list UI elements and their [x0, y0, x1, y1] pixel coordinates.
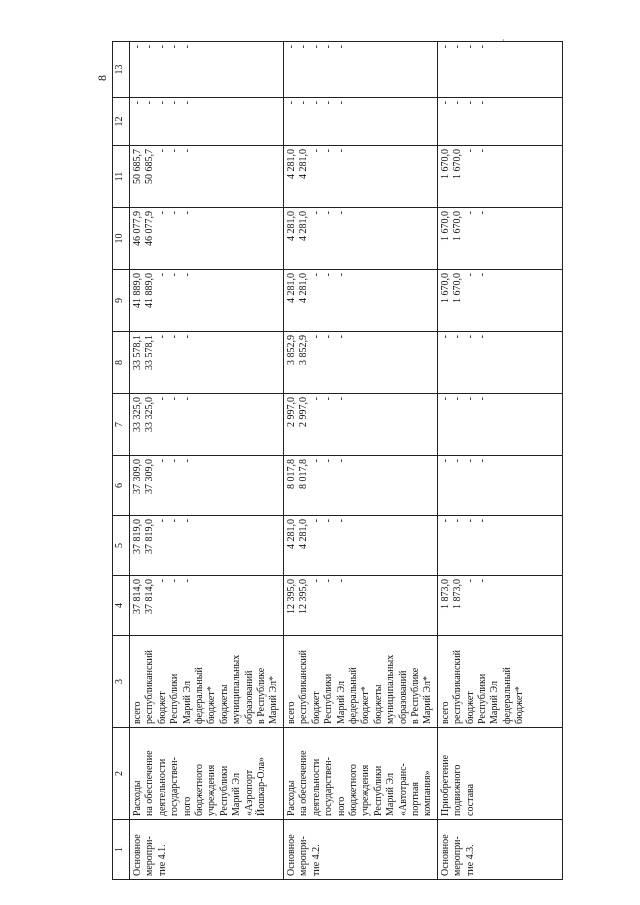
value-line: 1 670,0 — [439, 149, 451, 179]
value-cell — [283, 516, 437, 576]
value-line: 1 873,0 — [439, 579, 451, 609]
value-line: 4 281,0 — [285, 519, 297, 549]
value-line: - — [156, 101, 168, 105]
value-line: 46 077,9 — [144, 211, 156, 246]
value-line: 50 685,7 — [132, 149, 143, 184]
value-cell — [437, 516, 562, 576]
cell-line: бюджетного — [194, 764, 206, 816]
value-line: - — [335, 579, 347, 583]
value-line: - — [323, 459, 335, 463]
value-line: - — [323, 149, 335, 153]
value-line: - — [132, 101, 143, 105]
stray-mark: · — [502, 36, 505, 45]
value-line: - — [298, 101, 310, 105]
cell-line: меропри- — [298, 836, 310, 876]
rotated-table-wrapper — [112, 42, 532, 880]
cell-line: Марий Эл — [385, 773, 397, 816]
cell-line: «Аэропорт — [243, 769, 255, 816]
cell-line: меропри- — [452, 836, 464, 876]
value-line: - — [310, 101, 322, 105]
cell-line: Основное — [439, 834, 451, 876]
cell-line: в Республике — [409, 667, 421, 724]
value-line: 37 819,0 — [144, 519, 156, 554]
value-line: - — [323, 335, 335, 339]
value-line: 33 578,1 — [132, 335, 143, 370]
value-line: 2 997,0 — [298, 397, 310, 427]
cell-line: подвижного — [452, 764, 464, 816]
cell-line: Йошкар-Ола» — [256, 756, 268, 816]
header-cell: 5 — [113, 516, 130, 576]
cell-line: бюджет* — [514, 686, 526, 724]
value-line: 1 670,0 — [452, 149, 464, 179]
value-line: 8 017,8 — [298, 459, 310, 489]
value-line: - — [310, 335, 322, 339]
value-line: - — [144, 45, 156, 49]
cell-line: всего — [439, 701, 451, 724]
value-line: 3 852,9 — [298, 335, 310, 365]
value-cell — [437, 456, 562, 516]
value-line: - — [156, 273, 168, 277]
cell-line: Основное — [132, 834, 143, 876]
value-cell — [283, 332, 437, 394]
value-line: - — [132, 45, 143, 49]
value-cell — [283, 456, 437, 516]
cell-line: на обеспечение — [144, 750, 156, 816]
value-line: 4 281,0 — [285, 211, 297, 241]
header-cell: 12 — [113, 98, 130, 146]
value-cell — [283, 98, 437, 146]
value-line: - — [439, 519, 451, 523]
description-cell — [283, 728, 437, 820]
source-cell — [283, 636, 437, 728]
value-line: - — [144, 101, 156, 105]
value-line: 37 819,0 — [132, 519, 143, 554]
value-line: 4 281,0 — [298, 273, 310, 303]
cell-line: Республики — [476, 673, 488, 724]
cell-line: на обеспечение — [298, 750, 310, 816]
cell-line: Марий Эл* — [268, 676, 280, 724]
cell-line: ного — [181, 796, 193, 816]
cell-line: Марий Эл* — [422, 676, 434, 724]
value-line: - — [169, 519, 181, 523]
value-line: 12 395,0 — [285, 579, 297, 614]
measure-cell — [437, 820, 562, 880]
cell-line: бюджет — [156, 691, 168, 724]
value-line: - — [476, 211, 488, 215]
value-line: - — [476, 397, 488, 401]
value-line: - — [323, 273, 335, 277]
header-cell: 9 — [113, 270, 130, 332]
value-line: - — [156, 579, 168, 583]
cell-line: Расходы — [132, 780, 143, 816]
value-line: - — [464, 273, 476, 277]
cell-line: Республики — [323, 673, 335, 724]
value-line: - — [181, 397, 193, 401]
value-line: - — [310, 273, 322, 277]
value-line: - — [452, 519, 464, 523]
value-line: - — [181, 459, 193, 463]
cell-line: Республики — [169, 673, 181, 724]
value-line: - — [310, 211, 322, 215]
cell-line: бюджеты — [218, 684, 230, 724]
cell-line: тие 4.2. — [310, 844, 322, 876]
value-line: 1 670,0 — [452, 211, 464, 241]
description-cell — [437, 728, 562, 820]
value-cell — [130, 270, 284, 332]
value-cell — [130, 42, 284, 98]
value-line: - — [310, 45, 322, 49]
cell-line: Республики — [218, 765, 230, 816]
value-cell — [437, 146, 562, 208]
value-line: - — [310, 579, 322, 583]
header-row — [113, 42, 130, 880]
value-line: - — [310, 397, 322, 401]
cell-line: тие 4.1. — [156, 844, 168, 876]
value-line: - — [323, 519, 335, 523]
budget-table — [112, 41, 563, 880]
value-line: - — [476, 149, 488, 153]
value-line: - — [439, 335, 451, 339]
cell-line: бюджет — [464, 691, 476, 724]
value-cell — [437, 98, 562, 146]
value-line: - — [476, 335, 488, 339]
description-cell — [130, 728, 284, 820]
table-row — [130, 42, 284, 880]
value-line: 8 017,8 — [285, 459, 297, 489]
cell-line: федеральный — [501, 667, 513, 724]
header-cell: 8 — [113, 332, 130, 394]
cell-line: меропри- — [144, 836, 156, 876]
value-line: - — [335, 101, 347, 105]
value-cell — [437, 42, 562, 98]
value-line: - — [156, 335, 168, 339]
value-cell — [130, 98, 284, 146]
value-cell — [130, 456, 284, 516]
page-number: 8 — [95, 75, 109, 81]
value-line: 4 281,0 — [285, 149, 297, 179]
cell-line: ного — [335, 796, 347, 816]
value-line: - — [323, 397, 335, 401]
value-line: - — [464, 101, 476, 105]
cell-line: республиканский — [298, 649, 310, 724]
header-cell: 10 — [113, 208, 130, 270]
value-line: - — [476, 101, 488, 105]
value-line: - — [310, 519, 322, 523]
value-line: - — [476, 273, 488, 277]
header-cell: 6 — [113, 456, 130, 516]
source-cell — [130, 636, 284, 728]
cell-line: государствен- — [169, 757, 181, 816]
value-line: - — [452, 335, 464, 339]
value-line: 33 578,1 — [144, 335, 156, 370]
header-cell: 13 — [113, 42, 130, 98]
header-cell: 1 — [113, 820, 130, 880]
value-line: - — [181, 101, 193, 105]
cell-line: всего — [132, 701, 143, 724]
value-line: - — [169, 101, 181, 105]
cell-line: Республики — [372, 765, 384, 816]
cell-line: бюджеты — [372, 684, 384, 724]
value-line: - — [156, 519, 168, 523]
value-line: - — [285, 45, 297, 49]
value-line: 4 281,0 — [298, 211, 310, 241]
cell-line: Расходы — [285, 780, 297, 816]
cell-line: учреждения — [360, 764, 372, 816]
value-line: - — [181, 519, 193, 523]
value-cell — [130, 146, 284, 208]
source-cell — [437, 636, 562, 728]
value-line: - — [298, 45, 310, 49]
value-line: - — [476, 45, 488, 49]
cell-line: республиканский — [144, 649, 156, 724]
value-line: - — [181, 211, 193, 215]
value-line: - — [156, 459, 168, 463]
value-line: - — [439, 459, 451, 463]
value-cell — [283, 394, 437, 456]
cell-line: республиканский — [452, 649, 464, 724]
value-cell — [283, 146, 437, 208]
header-cell: 3 — [113, 636, 130, 728]
cell-line: государствен- — [323, 757, 335, 816]
value-cell — [130, 576, 284, 636]
value-line: 41 889,0 — [144, 273, 156, 308]
value-cell — [130, 208, 284, 270]
value-line: - — [464, 579, 476, 583]
value-line: - — [169, 459, 181, 463]
value-line: 37 814,0 — [144, 579, 156, 614]
value-line: 3 852,9 — [285, 335, 297, 365]
cell-line: Основное — [285, 834, 297, 876]
cell-line: Приобретение — [439, 754, 451, 816]
value-line: - — [181, 579, 193, 583]
value-line: - — [323, 579, 335, 583]
table-row — [283, 42, 437, 880]
value-line: - — [310, 149, 322, 153]
value-cell — [130, 394, 284, 456]
value-line: - — [335, 397, 347, 401]
value-line: - — [335, 519, 347, 523]
value-line: 37 814,0 — [132, 579, 143, 614]
value-line: - — [335, 211, 347, 215]
value-line: - — [181, 273, 193, 277]
value-line: - — [181, 335, 193, 339]
value-line: - — [169, 579, 181, 583]
cell-line: деятельности — [156, 758, 168, 816]
cell-line: Марий Эл — [489, 681, 501, 724]
table-row — [437, 42, 562, 880]
value-line: - — [439, 101, 451, 105]
value-line: - — [476, 459, 488, 463]
value-line: 4 281,0 — [298, 519, 310, 549]
value-cell — [283, 270, 437, 332]
value-line: 37 309,0 — [132, 459, 143, 494]
value-line: 1 873,0 — [452, 579, 464, 609]
value-line: - — [169, 335, 181, 339]
cell-line: муниципальных — [231, 654, 243, 724]
value-line: - — [464, 149, 476, 153]
header-cell: 4 — [113, 576, 130, 636]
value-cell — [130, 516, 284, 576]
value-cell — [437, 270, 562, 332]
cell-line: «Автотранс- — [397, 763, 409, 816]
cell-line: в Республике — [256, 667, 268, 724]
value-cell — [437, 208, 562, 270]
value-line: 41 889,0 — [132, 273, 143, 308]
value-line: - — [452, 459, 464, 463]
cell-line: бюджет* — [206, 686, 218, 724]
cell-line: всего — [285, 701, 297, 724]
value-line: - — [476, 579, 488, 583]
value-line: - — [323, 211, 335, 215]
value-line: - — [156, 45, 168, 49]
value-line: 33 325,0 — [132, 397, 143, 432]
header-cell: 7 — [113, 394, 130, 456]
value-cell — [437, 332, 562, 394]
value-line: - — [169, 211, 181, 215]
cell-line: федеральный — [347, 667, 359, 724]
value-line: 37 309,0 — [144, 459, 156, 494]
value-line: - — [335, 149, 347, 153]
value-line: - — [335, 273, 347, 277]
value-line: - — [464, 519, 476, 523]
cell-line: Марий Эл — [335, 681, 347, 724]
value-line: - — [464, 335, 476, 339]
value-line: - — [181, 45, 193, 49]
cell-line: муниципальных — [385, 654, 397, 724]
cell-line: бюджет* — [360, 686, 372, 724]
cell-line: Марий Эл — [181, 681, 193, 724]
value-cell — [437, 576, 562, 636]
value-line: - — [452, 45, 464, 49]
cell-line: образований — [243, 670, 255, 724]
value-line: - — [323, 45, 335, 49]
cell-line: состава — [464, 783, 476, 816]
value-line: - — [169, 397, 181, 401]
value-line: 4 281,0 — [285, 273, 297, 303]
value-line: 1 670,0 — [452, 273, 464, 303]
value-cell — [283, 208, 437, 270]
value-line: - — [285, 101, 297, 105]
cell-line: федеральный — [194, 667, 206, 724]
value-line: - — [156, 397, 168, 401]
cell-line: Марий Эл — [231, 773, 243, 816]
value-line: - — [335, 335, 347, 339]
cell-line: компания» — [422, 770, 434, 816]
value-line: - — [464, 211, 476, 215]
value-line: - — [335, 459, 347, 463]
value-line: - — [156, 149, 168, 153]
header-cell: 11 — [113, 146, 130, 208]
value-line: - — [464, 397, 476, 401]
value-line: - — [452, 101, 464, 105]
value-cell — [283, 576, 437, 636]
cell-line: деятельности — [310, 758, 322, 816]
value-line: 12 395,0 — [298, 579, 310, 614]
value-line: - — [156, 211, 168, 215]
value-line: 50 685,7 — [144, 149, 156, 184]
value-line: 2 997,0 — [285, 397, 297, 427]
measure-cell — [283, 820, 437, 880]
value-line: - — [439, 45, 451, 49]
value-line: 1 670,0 — [439, 211, 451, 241]
value-cell — [283, 42, 437, 98]
cell-line: бюджет — [310, 691, 322, 724]
value-line: - — [464, 45, 476, 49]
value-line: 1 670,0 — [439, 273, 451, 303]
value-line: 4 281,0 — [298, 149, 310, 179]
cell-line: образований — [397, 670, 409, 724]
cell-line: портная — [409, 782, 421, 816]
value-line: 33 325,0 — [144, 397, 156, 432]
value-line: - — [181, 149, 193, 153]
value-cell — [130, 332, 284, 394]
measure-cell — [130, 820, 284, 880]
header-cell: 2 — [113, 728, 130, 820]
value-cell — [437, 394, 562, 456]
cell-line: бюджетного — [347, 764, 359, 816]
value-line: - — [439, 397, 451, 401]
value-line: - — [335, 45, 347, 49]
value-line: 46 077,9 — [132, 211, 143, 246]
cell-line: учреждения — [206, 764, 218, 816]
value-line: - — [310, 459, 322, 463]
value-line: - — [464, 459, 476, 463]
value-line: - — [169, 273, 181, 277]
value-line: - — [476, 519, 488, 523]
value-line: - — [452, 397, 464, 401]
value-line: - — [169, 45, 181, 49]
value-line: - — [169, 149, 181, 153]
cell-line: тие 4.3. — [464, 844, 476, 876]
value-line: - — [323, 101, 335, 105]
